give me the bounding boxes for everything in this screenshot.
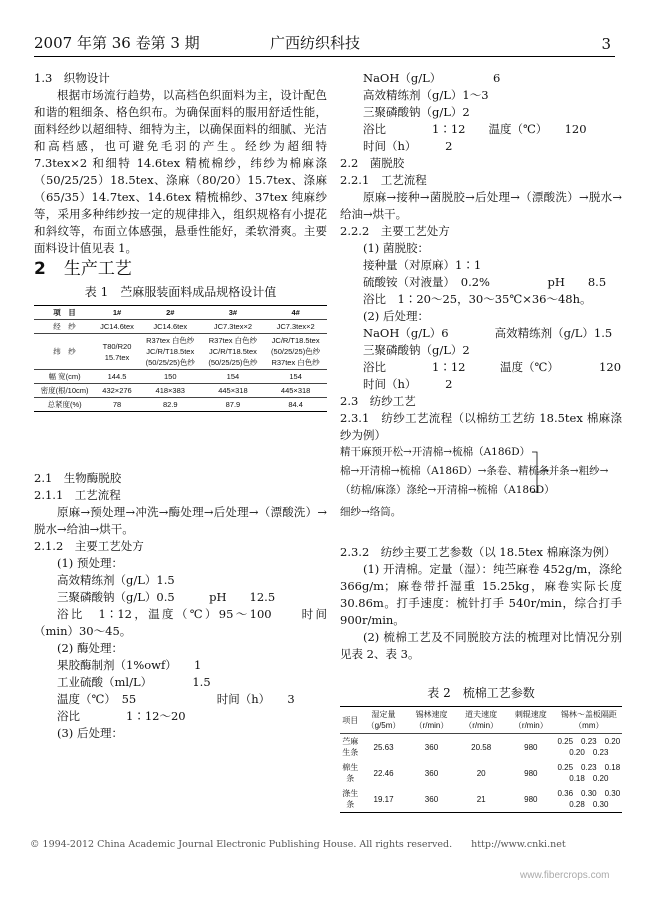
table-1-header: 1# (95, 306, 139, 320)
table-1-cell-line: (50/25/25)色纱 (208, 358, 258, 367)
table-2-cell: 0.36 0.30 0.30 0.28 0.30 (556, 786, 622, 813)
table-2-cell: 360 (424, 742, 439, 752)
table-1-header: 3# (202, 306, 265, 320)
table-2-cell: 19.17 (360, 786, 406, 813)
enzyme-line: 温度（℃） 55 时间（h） 3 (57, 692, 295, 706)
table-1-cell (95, 334, 139, 370)
bacterial-title: (1) 菌脱胶： (363, 241, 429, 255)
table-2 (340, 706, 629, 813)
bacterial-line: 接种量（对原麻）1∶1 (363, 258, 482, 272)
section-2-3-title: 2.3 纺纱工艺 (340, 394, 416, 408)
table-2-cell: 0.25 0.23 0.18 0.18 0.20 (557, 763, 629, 783)
posttreatment-title: (3) 后处理： (57, 726, 123, 740)
pretreatment-line: 三聚磷酸钠（g/L）0.5 pH 12.5 (57, 590, 276, 604)
table-1-cell-line: JC/R/T18.5tex (271, 336, 320, 345)
section-2-1-title: 2.1 生物酶脱胶 (34, 471, 122, 485)
table-1-cell-line: R37tex 白色纱 (208, 336, 258, 345)
table-2-row (340, 786, 622, 813)
table-2-header-row (340, 707, 622, 734)
table-2-cell: 苎麻生条 (342, 737, 359, 757)
section-2-2-1-title: 2.2.1 工艺流程 (340, 173, 427, 187)
post2-title: (2) 后处理： (363, 309, 429, 323)
pretreatment-title: (1) 预处理： (57, 556, 123, 570)
table-1 (34, 305, 327, 412)
post2-line: NaOH（g/L）6 高效精练剂（g/L）1.5 (363, 326, 613, 340)
section-2-3-2-body: (1) 开清棉。定量（湿）：纯苎麻卷 452g/m，涤纶 366g/m；麻卷带扦湿重 15.25kg，麻卷实际长度 30.86m。打手速度：梳针打手 540r/min，综合打手 900r/min。 (340, 562, 622, 627)
spinning-flow-diagram (340, 444, 622, 544)
posttreatment-line: 三聚磷酸钠（g/L）2 (363, 105, 470, 119)
bacterial-line: 硫酸铵（对液量） 0.2% pH 8.5 (363, 275, 607, 289)
table-1-cell: JC14.6tex (95, 320, 139, 334)
table-1-cell: 87.9 (202, 398, 265, 412)
table-1-header-row (34, 306, 327, 320)
table-2-cell: 360 (407, 786, 457, 813)
table-1-cell: 154 (202, 370, 265, 384)
table-2-cell: 棉生条 (342, 763, 359, 783)
post2-line: 三聚磷酸钠（g/L）2 (363, 343, 470, 357)
pretreatment-line: 高效精练剂（g/L）1.5 (57, 573, 175, 587)
table-1-row-width (34, 370, 327, 384)
posttreatment-line: 浴比 1∶12 温度（℃） 120 (363, 122, 587, 136)
pretreatment-line: 浴比 1∶12，温度（℃）95～100 时间（min）30～45。 (34, 607, 327, 638)
left-column (34, 70, 327, 742)
table-1-cell (202, 334, 265, 370)
table-1-header: 4# (264, 306, 327, 320)
table-1-header: 2# (139, 306, 202, 320)
flow-line: 细纱→络筒。 (340, 506, 402, 518)
flow-line: 棉→开清棉→梳棉（A186D）→条卷、精梳条 (340, 465, 550, 477)
table-1-cell: JC7.3tex×2 (264, 320, 327, 334)
table-2-cell: 0.25 0.23 0.20 0.20 0.23 (557, 737, 629, 757)
table-2-cell: 25.63 (373, 742, 394, 752)
table-2-cell: 980 (524, 742, 538, 752)
flow-line: →并条→粗纱→ (540, 465, 609, 477)
table-1-cell: 密度(根/10cm) (34, 384, 95, 398)
table-1-cell: 经 纱 (34, 320, 95, 334)
table-1-cell: 150 (139, 370, 202, 384)
table-1-row-weft (34, 334, 327, 370)
table-1-row-density (34, 384, 327, 398)
enzyme-line: 果胶酶制剂（1%owf） 1 (57, 658, 202, 672)
spacer (34, 412, 327, 470)
table-1-cell: 154 (264, 370, 327, 384)
table-1-cell-line: JC/R/T18.5tex (208, 347, 257, 356)
table-2-cell: 21 (456, 786, 506, 813)
table-1-cell: 82.9 (139, 398, 202, 412)
enzyme-title: (2) 酶处理： (57, 641, 123, 655)
table-1-cell: 78 (95, 398, 139, 412)
table-1-cell-line: R37tex 白色纱 (271, 358, 320, 367)
section-2-number: 2 (34, 259, 46, 279)
table-2-cell: 涤生条 (340, 786, 360, 813)
enzyme-line: 浴比 1∶12～20 (57, 709, 186, 723)
table-1-cell: 432×276 (95, 384, 139, 398)
section-2-1-1-body: 原麻→预处理→冲洗→酶处理→后处理→（漂酸洗）→脱水→给油→烘干。 (34, 505, 327, 536)
issue-info: 2007 年第 36 卷第 3 期 (34, 34, 200, 52)
table-1-cell-line: JC/R/T18.5tex (146, 347, 195, 356)
section-2-3-1-title: 2.3.1 纺纱工艺流程（以棉纺工艺纺 18.5tex 棉麻涤纱为例） (340, 411, 622, 442)
table-2-header: 锡林速度（r/min） (407, 707, 457, 734)
section-2-2-2-title: 2.2.2 主要工艺处方 (340, 224, 450, 238)
table-1-cell-line: T80/R20 (102, 341, 132, 351)
table-1-header: 项 目 (34, 306, 95, 320)
post2-line: 浴比 1∶12 温度（℃） 120 (363, 360, 622, 374)
section-2-3-2-body: (2) 梳棉工艺及不同脱胶方法的梳理对比情况分别见表 2、表 3。 (340, 630, 622, 661)
posttreatment-line: 高效精练剂（g/L）1～3 (363, 88, 489, 102)
table-2-header: 刺辊速度（r/min） (506, 707, 556, 734)
table-1-cell-line: 15.7tex (104, 352, 130, 362)
table-2-header: 锡林～盖板隔距（mm） (556, 707, 622, 734)
table-1-cell: 幅 宽(cm) (34, 370, 95, 384)
table-2-header: 湿定量（g/5m） (360, 707, 406, 734)
page-header (34, 30, 615, 57)
section-2-2-title: 2.2 菌脱胶 (340, 156, 405, 170)
posttreatment-line: NaOH（g/L） 6 (363, 71, 501, 85)
section-2-2-1-body: 原麻→接种→菌脱胶→后处理→（漂酸洗）→脱水→给油→烘干。 (340, 190, 622, 221)
table-1-cell-line: R37tex 白色纱 (146, 336, 195, 345)
table-1-cell: 纬 纱 (34, 334, 95, 370)
table-2-cell: 20.58 (471, 742, 492, 752)
section-2-3-2-title: 2.3.2 纺纱主要工艺参数（以 18.5tex 棉麻涤为例） (340, 545, 616, 559)
table-2-header: 道夫速度（r/min） (456, 707, 506, 734)
section-2-title: 生产工艺 (63, 259, 132, 279)
table-1-caption: 表 1 苎麻服装面料成品规格设计值 (84, 285, 277, 299)
bacterial-line: 浴比 1∶20～25，30～35℃×36～48h。 (363, 292, 592, 306)
enzyme-line: 工业硫酸（ml/L） 1.5 (57, 675, 211, 689)
table-2-cell: 980 (524, 768, 538, 778)
table-1-row-tightness (34, 398, 327, 412)
table-2-caption: 表 2 梳棉工艺参数 (427, 686, 535, 700)
table-1-row-warp (34, 320, 327, 334)
table-1-cell-line: (50/25/25)色纱 (145, 358, 195, 367)
posttreatment-line: 时间（h） 2 (363, 139, 453, 153)
table-1-cell (264, 334, 327, 370)
section-1-3-body: 根据市场流行趋势，以高档色织面料为主，设计配色和谐的粗细条、格色织布。为确保面料的服用舒适性能，面料经纱以超细特、细特为主，以确保面料的细腻、光洁和高档感，也可避免毛羽的产生。经纱为超细特 7.3tex×2 和细特 14.6tex 精梳棉纱，纬纱为棉麻涤（50/25/25）18.5tex、涤麻（80/20）15.7tex、涤麻（65/35）14.7tex、14.6tex 精梳棉纱、37tex 纯麻纱等，采用多种纬纱按一定的规律排入，组织规格有小提花和斜纹等，布面立体感强，悬垂性能好，柔软滑爽。主要面料设计值见表 1。 (34, 88, 327, 255)
table-1-cell: 418×383 (139, 384, 202, 398)
section-2-heading (34, 261, 327, 278)
table-1-cell: JC7.3tex×2 (202, 320, 265, 334)
table-1-cell-line: (50/25/25)色纱 (271, 347, 321, 356)
table-2-row (340, 760, 622, 786)
table-1-cell: 445×318 (264, 384, 327, 398)
flow-line: （纺棉/麻涤）涤纶→开清棉→梳棉（A186D） (340, 484, 555, 496)
right-column (340, 70, 629, 813)
section-2-1-1-title: 2.1.1 工艺流程 (34, 488, 121, 502)
section-2-1-2-title: 2.1.2 主要工艺处方 (34, 539, 144, 553)
post2-line: 时间（h） 2 (363, 377, 453, 391)
table-1-cell: JC14.6tex (139, 320, 202, 334)
table-2-cell: 980 (506, 786, 556, 813)
table-1-cell: 445×318 (202, 384, 265, 398)
table-2-cell: 360 (424, 768, 439, 778)
table-2-cell: 22.46 (373, 768, 394, 778)
watermark: www.fibercrops.com (520, 870, 610, 881)
table-2-cell: 20 (476, 768, 486, 778)
table-2-row (340, 734, 622, 761)
table-1-cell: 84.4 (264, 398, 327, 412)
flow-line: 精干麻预开松→开清棉→梳棉（A186D） (340, 446, 531, 458)
page-number: 3 (601, 35, 611, 53)
section-1-3-title: 1.3 织物设计 (34, 71, 110, 85)
copyright-footer: © 1994-2012 China Academic Journal Electronic Publishing House. All rights reserved. http://www.cnki.net (30, 839, 566, 850)
table-1-cell: 144.5 (95, 370, 139, 384)
table-1-cell: 总紧度(%) (34, 398, 95, 412)
table-2-header: 项目 (340, 707, 360, 734)
journal-title: 广西纺织科技 (270, 34, 361, 52)
flow-bracket (340, 444, 622, 506)
table-1-cell (139, 334, 202, 370)
